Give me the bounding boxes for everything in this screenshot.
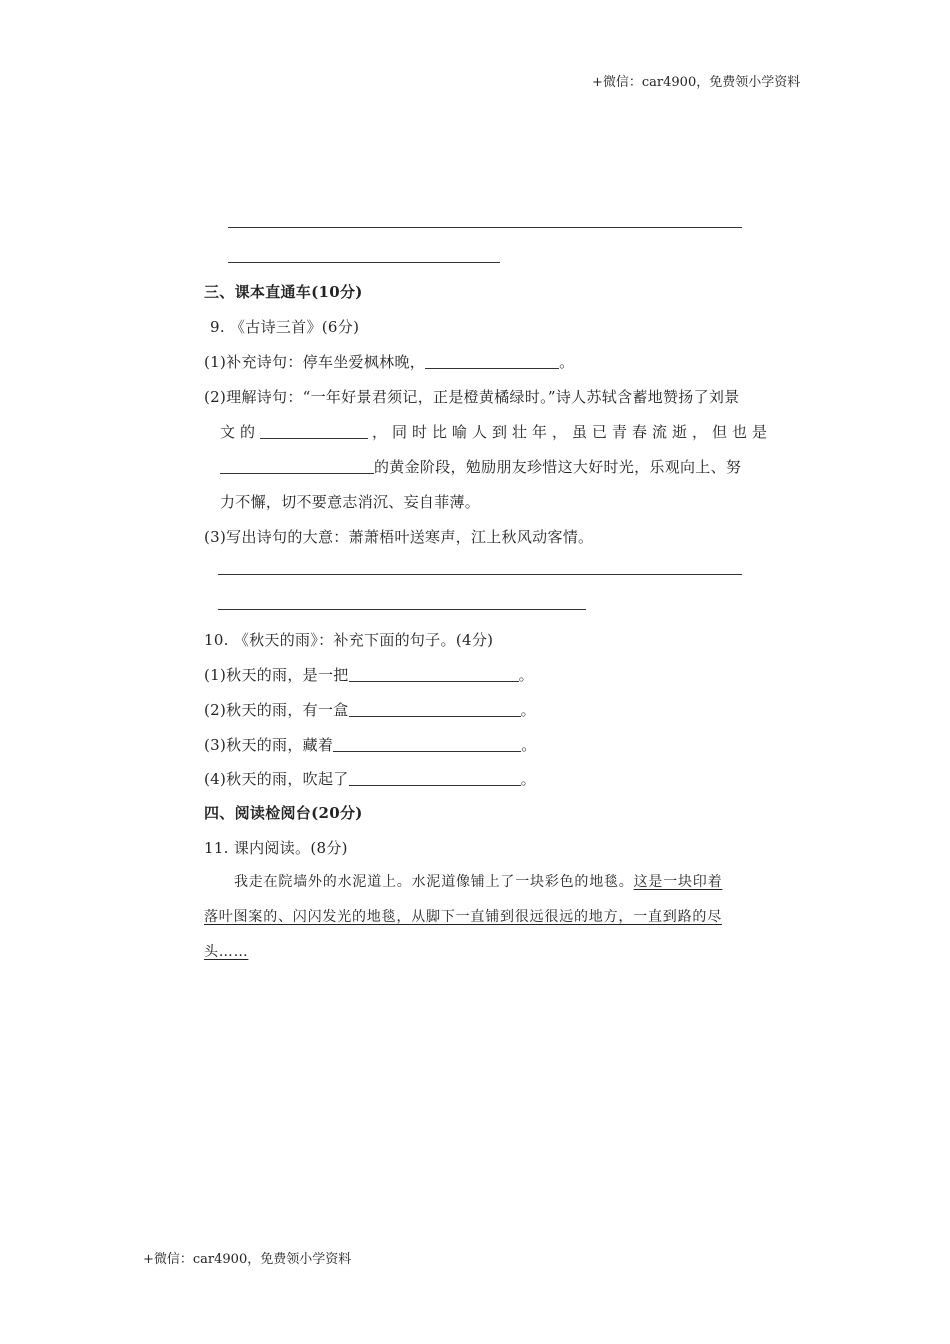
watermark-bottom: +微信：car4900，免费领小学资料 [143, 1252, 352, 1267]
answer-line [228, 227, 742, 228]
q10-title: 10. 《秋天的雨》：补充下面的句子。(4分) [204, 631, 494, 649]
q9-part1 [204, 351, 574, 372]
answer-blank[interactable] [349, 680, 519, 682]
q10-item-text: (1)秋天的雨，是一把 [204, 666, 349, 684]
q9-part3: (3)写出诗句的大意：萧萧梧叶送寒声，江上秋风动客情。 [204, 528, 594, 546]
q9-title: 9. 《古诗三首》(6分) [210, 318, 360, 336]
answer-blank[interactable] [260, 437, 368, 439]
punct: 。 [520, 701, 536, 719]
answer-line [228, 262, 500, 263]
q9-part2-line1: (2)理解诗句：“一年好景君须记，正是橙黄橘绿时。”诗人苏轼含蓄地赞扬了刘景 [204, 388, 740, 406]
answer-line[interactable] [218, 574, 742, 575]
reading-text: 我走在院墙外的水泥道上。水泥道像铺上了一块彩色的地毯。 [234, 874, 634, 890]
q10-item-text: (4)秋天的雨，吹起了 [204, 770, 349, 788]
q9-part2-line3 [220, 456, 741, 477]
q9-part2-text-c: 的黄金阶段，勉励朋友珍惜这大好时光，乐观向上、努 [374, 458, 742, 476]
watermark-top: +微信：car4900，免费领小学资料 [592, 75, 801, 90]
q10-item-2 [204, 699, 536, 720]
answer-blank[interactable] [220, 472, 374, 474]
q9-part2-line4: 力不懈，切不要意志消沉、妄自菲薄。 [220, 493, 481, 511]
punct: 。 [559, 353, 575, 371]
section-4-title: 四、阅读检阅台(20分) [204, 804, 363, 822]
q9-part2-text-b: ，同时比喻人到壮年，虽已青春流逝，但也是 [372, 423, 773, 441]
q10-item-text: (3)秋天的雨，藏着 [204, 736, 334, 754]
q11-title: 11. 课内阅读。(8分) [204, 839, 348, 857]
section-3-title: 三、课本直通车(10分) [204, 283, 363, 301]
reading-underlined: 这是一块印着 [633, 874, 723, 890]
q10-item-4 [204, 768, 536, 789]
punct: 。 [520, 770, 536, 788]
answer-line[interactable] [218, 609, 586, 610]
punct: 。 [518, 666, 534, 684]
answer-blank[interactable] [349, 784, 521, 786]
q10-item-3 [204, 734, 537, 755]
q9-part1-text: (1)补充诗句：停车坐爱枫林晚， [204, 353, 426, 371]
punct: 。 [521, 736, 537, 754]
answer-blank[interactable] [333, 750, 521, 752]
reading-line-1 [234, 871, 722, 891]
reading-line-3: 头…… [204, 944, 249, 960]
q9-part2-line2 [220, 421, 772, 442]
answer-blank[interactable] [349, 715, 521, 717]
reading-line-2: 落叶图案的、闪闪发光的地毯，从脚下一直铺到很远很远的地方，一直到路的尽 [204, 909, 722, 925]
answer-blank[interactable] [425, 367, 559, 369]
q9-part2-text-a: 文的 [220, 423, 261, 441]
q10-item-1 [204, 664, 534, 685]
q10-item-text: (2)秋天的雨，有一盒 [204, 701, 349, 719]
